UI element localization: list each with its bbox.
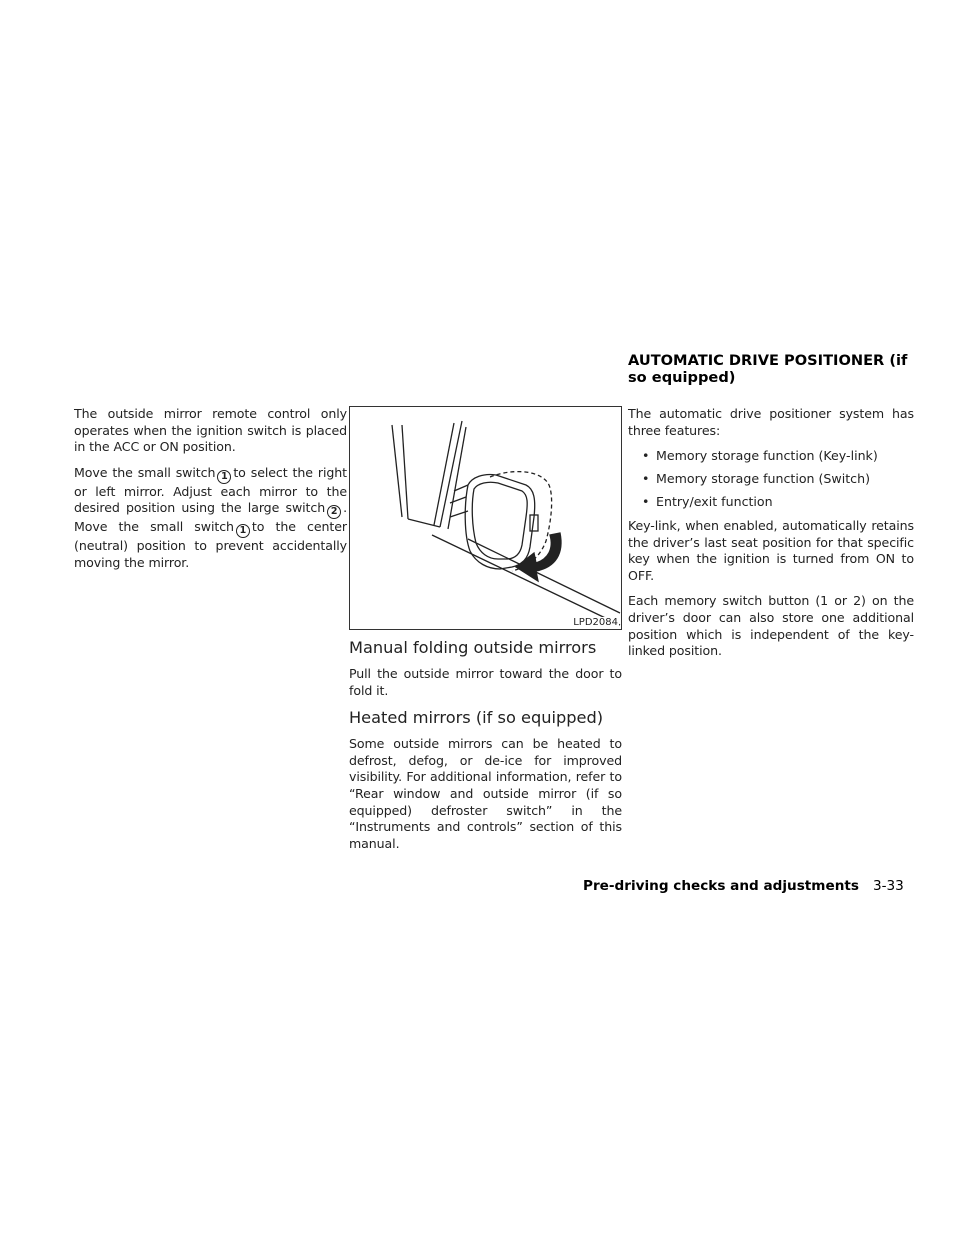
list-item <box>628 494 914 511</box>
page-footer <box>583 878 904 894</box>
text-fragment: . Move the small switch <box>74 500 347 535</box>
list-item-text: Memory storage function (Key-link) <box>656 448 878 464</box>
mirror-folding-illustration <box>349 406 622 630</box>
heated-mirrors-heading: Heated mirrors (if so equipped) <box>349 708 604 728</box>
left-column <box>74 406 347 581</box>
heated-mirrors-paragraph: Some outside mirrors can be heated to defrost, defog, or de-ice for improved visibility. For additional information, refer to “Rear window and outside mirror (if so equipped) defroster switch” in the “Instruments and controls” section of this manual. <box>349 736 622 851</box>
text-fragment: Move the small switch <box>74 464 216 480</box>
list-item-text: Memory storage function (Switch) <box>656 471 870 487</box>
figure-code-label: LPD2084 <box>573 617 618 628</box>
middle-column <box>349 406 622 861</box>
adp-intro-paragraph: The automatic drive positioner system has three features: <box>628 406 914 438</box>
list-item <box>628 448 914 465</box>
right-column <box>628 406 914 669</box>
text-fragment: to select the right or left mirror. Adjust each mirror to the desired position using the large switch <box>74 464 347 516</box>
text-fragment: to the center (neutral) position to prevent accidentally moving the mirror. <box>74 519 347 570</box>
callout-1-icon: 1 <box>236 524 250 538</box>
callout-1-icon: 1 <box>217 470 231 484</box>
callout-2-icon: 2 <box>327 505 341 519</box>
bullet-icon: • <box>642 494 650 510</box>
manual-folding-paragraph: Pull the outside mirror toward the door to fold it. <box>349 666 622 698</box>
footer-section-title: Pre-driving checks and adjustments <box>583 878 859 894</box>
feature-list <box>628 448 914 511</box>
bullet-icon: • <box>642 471 650 487</box>
mirror-fold-drawing <box>350 407 621 629</box>
section-heading: AUTOMATIC DRIVE POSITIONER (if so equipped) <box>628 352 908 386</box>
list-item-text: Entry/exit function <box>656 494 773 510</box>
list-item <box>628 471 914 488</box>
page-number: 3-33 <box>872 878 904 894</box>
mirror-control-paragraph: The outside mirror remote control only operates when the ignition switch is placed in the ACC or ON position. <box>74 406 347 455</box>
manual-folding-heading: Manual folding outside mirrors <box>349 638 597 657</box>
mirror-adjust-paragraph <box>74 465 347 572</box>
memory-switch-paragraph: Each memory switch button (1 or 2) on the driver’s door can also store one additional position which is independent of the key-linked position. <box>628 593 914 659</box>
bullet-icon: • <box>642 448 650 464</box>
key-link-paragraph: Key-link, when enabled, automatically retains the driver’s last seat position for that specific key when the ignition is turned from ON to OFF. <box>628 517 914 583</box>
